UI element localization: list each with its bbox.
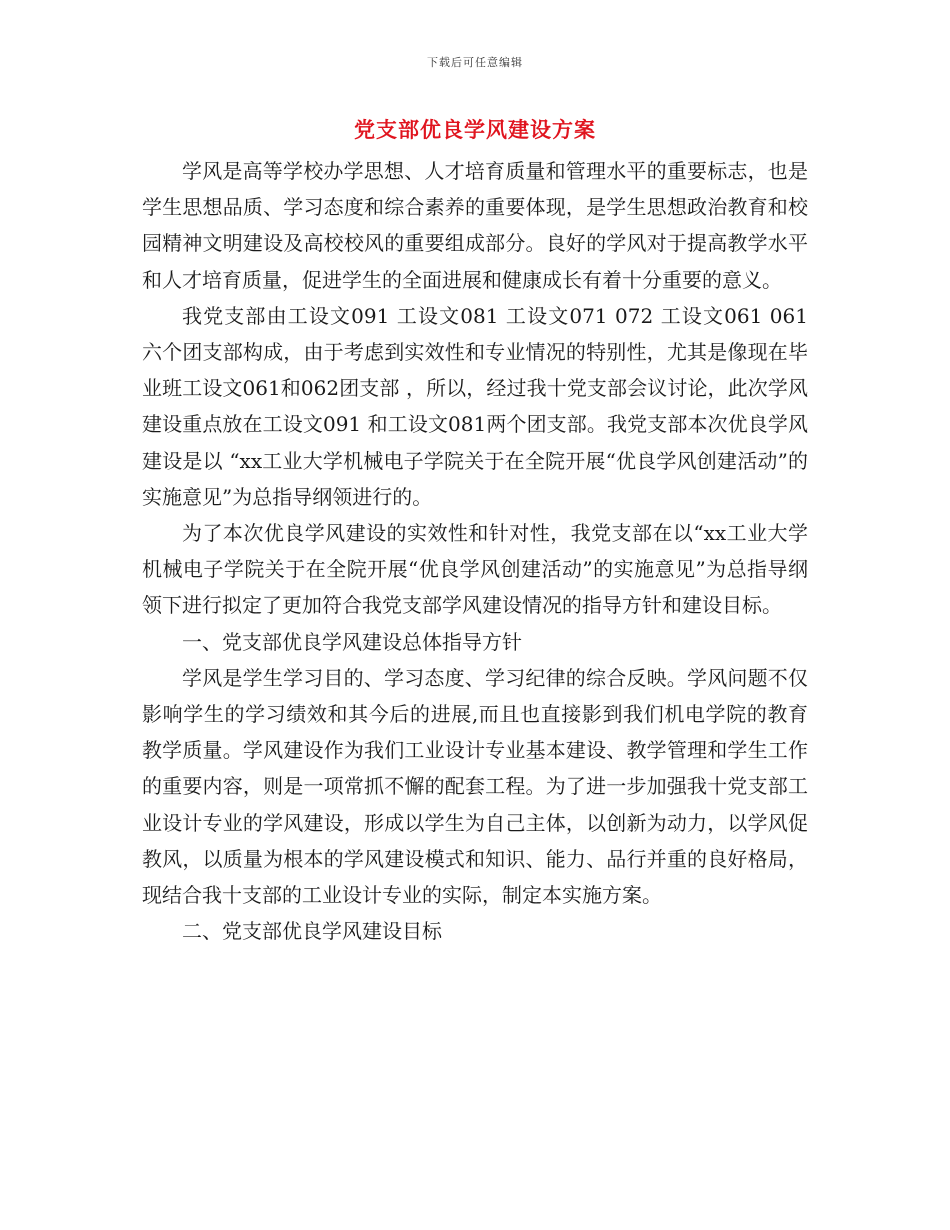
section-heading-goals: 二、党支部优良学风建设目标: [182, 919, 442, 944]
section-heading-guideline: 一、党支部优良学风建设总体指导方针: [182, 629, 522, 654]
header-note: 下载后可任意编辑: [427, 56, 523, 69]
paragraph-purpose: 为了本次优良学风建设的实效性和针对性，我党支部在以“xx工业大学机械电子学院关于在全院开展“优良学风创建活动”的实施意见”为总指导纲领下进行拟定了更加符合我党支部学风建设情况的指导方针和建设目标。: [142, 521, 808, 618]
document-body: [142, 153, 808, 949]
paragraph-intro: 学风是高等学校办学思想、人才培育质量和管理水平的重要标志，也是学生思想品质、学习态度和综合素养的重要体现，是学生思想政治教育和校园精神文明建设及高校校风的重要组成部分。良好的学风对于提高教学水平和人才培育质量，促进学生的全面进展和健康成长有着十分重要的意义。: [142, 159, 808, 292]
paragraph-guideline: 学风是学生学习目的、学习态度、学习纪律的综合反映。学风问题不仅影响学生的学习绩效和其今后的进展,而且也直接影到我们机电学院的教育教学质量。学风建设作为我们工业设计专业基本建设、教学管理和学生工作的重要内容，则是一项常抓不懈的配套工程。为了进一步加强我十党支部工业设计专业的学风建设，形成以学生为自己主体，以创新为动力，以学风促教风，以质量为根本的学风建设模式和知识、能力、品行并重的良好格局，现结合我十支部的工业设计专业的实际，制定本实施方案。: [142, 665, 808, 908]
paragraph-composition: 我党支部由工设文091 工设文081 工设文071 072 工设文061 061 六个团支部构成，由于考虑到实效性和专业情况的特别性，尤其是像现在毕业班工设文061和062团支部 ，所以，经过我十党支部会议讨论，此次学风建设重点放在工设文091 和工设文081两个团支部。我党支部本次优良学风建设是以 “xx工业大学机械电子学院关于在全院开展“优良学风创建活动”的实施意见”为总指导纲领进行的。: [142, 303, 808, 509]
document-title: 党支部优良学风建设方案: [354, 117, 596, 142]
